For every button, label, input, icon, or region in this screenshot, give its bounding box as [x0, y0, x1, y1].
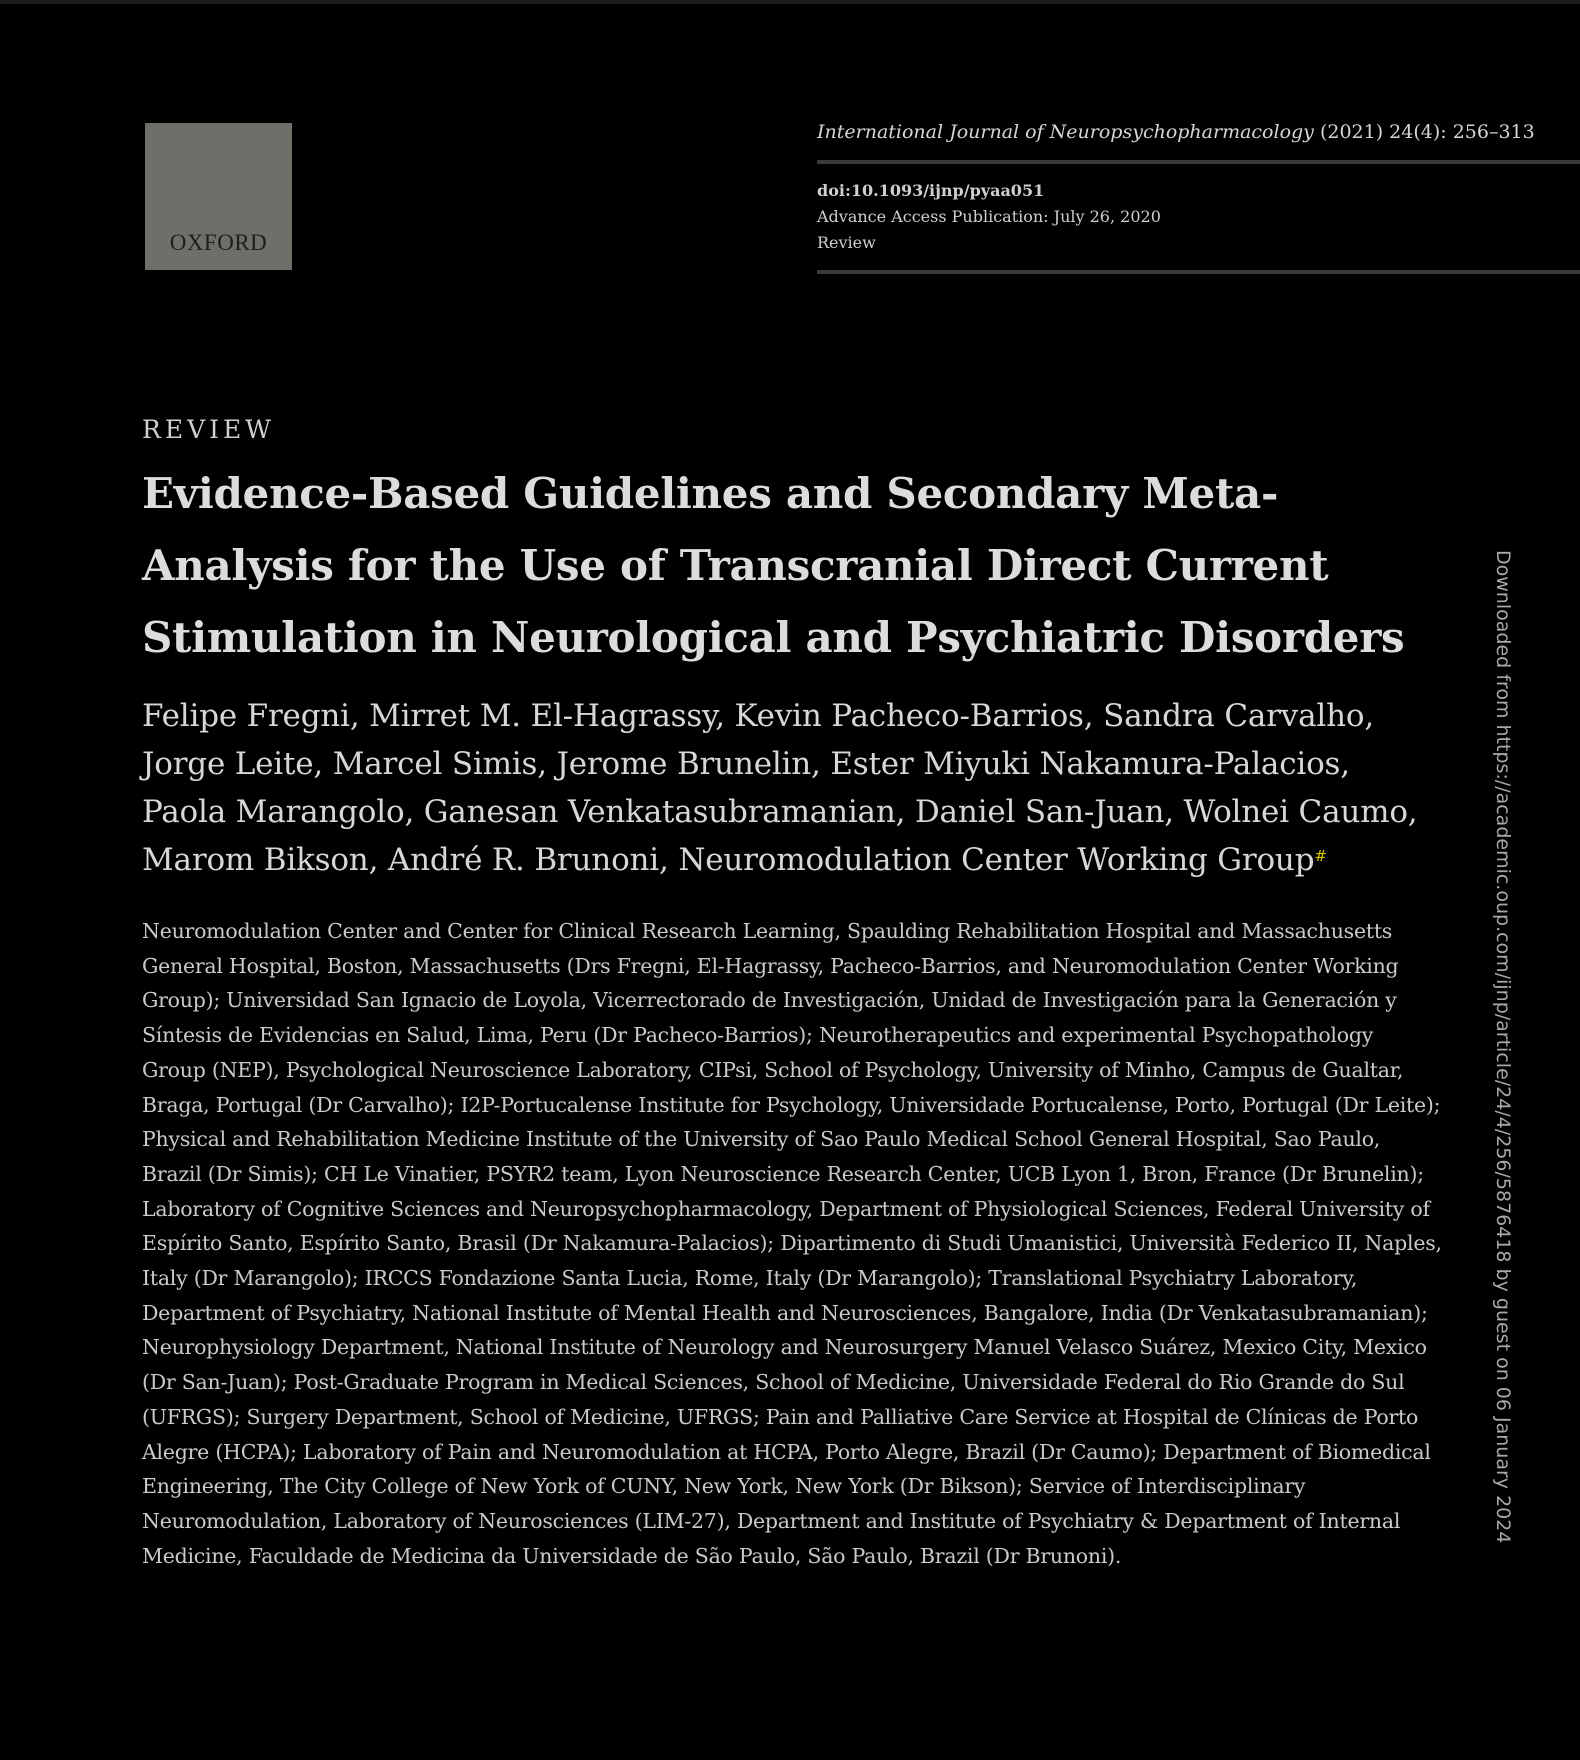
journal-name: International Journal of Neuropsychopharmacology — [817, 121, 1314, 143]
download-watermark: Downloaded from https://academic.oup.com/ijnp/article/24/4/256/5876418 by guest on 06 January 2024 — [1492, 550, 1514, 1544]
journal-header — [817, 118, 1580, 274]
author-list — [142, 692, 1442, 884]
top-border — [0, 0, 1580, 4]
logo-text: OXFORD — [169, 230, 268, 255]
affiliations: Neuromodulation Center and Center for Clinical Research Learning, Spaulding Rehabilitation Hospital and Massachusetts General Hospital, Boston, Massachusetts (Drs Fregni, El-Hagrassy, Pacheco-Barrios, and Neuromodulation Center Working Group); Universidad San Ignacio de Loyola, Vicerrectorado de Investigación, Unidad de Investigación para la Generación y Síntesis de Evidencias en Salud, Lima, Peru (Dr Pacheco-Barrios); Neurotherapeutics and experimental Psychopathology Group (NEP), Psychological Neuroscience Laboratory, CIPsi, School of Psychology, University of Minho, Campus de Gualtar, Braga, Portugal (Dr Carvalho); I2P-Portucalense Institute for Psychology, Universidade Portucalense, Porto, Portugal (Dr Leite); Physical and Rehabilitation Medicine Institute of the University of Sao Paulo Medical School General Hospital, Sao Paulo, Brazil (Dr Simis); CH Le Vinatier, PSYR2 team, Lyon Neuroscience Research Center, UCB Lyon 1, Bron, France (Dr Brunelin); Laboratory of Cognitive Sciences and Neuropsychopharmacology, Department of Physiological Sciences, Federal University of Espírito Santo, Espírito Santo, Brasil (Dr Nakamura-Palacios); Dipartimento di Studi Umanistici, Università Federico II, Naples, Italy (Dr Marangolo); IRCCS Fondazione Santa Lucia, Rome, Italy (Dr Marangolo); Translational Psychiatry Laboratory, Department of Psychiatry, National Institute of Mental Health and Neurosciences, Bangalore, India (Dr Venkatasubramanian); Neurophysiology Department, National Institute of Neurology and Neurosurgery Manuel Velasco Suárez, Mexico City, Mexico (Dr San-Juan); Post-Graduate Program in Medical Sciences, School of Medicine, Universidade Federal do Rio Grande do Sul (UFRGS); Surgery Department, School of Medicine, UFRGS; Pain and Palliative Care Service at Hospital de Clínicas de Porto Alegre (HCPA); Laboratory of Pain and Neuromodulation at HCPA, Porto Alegre, Brazil (Dr Caumo); Department of Biomedical Engineering, The City College of New York of CUNY, New York, New York (Dr Bikson); Service of Interdisciplinary Neuromodulation, Laboratory of Neurosciences (LIM-27), Department and Institute of Psychiatry & Department of Internal Medicine, Faculdade de Medicina da Universidade de São Paulo, São Paulo, Brazil (Dr Brunoni). — [142, 919, 1442, 1568]
article-meta — [817, 164, 1580, 270]
advance-access: Advance Access Publication: July 26, 2020 — [817, 207, 1161, 226]
article-type: Review — [817, 233, 876, 252]
citation-details: (2021) 24(4): 256–313 — [1319, 121, 1535, 143]
author-footnote-mark[interactable]: # — [1314, 847, 1327, 865]
article-kicker: REVIEW — [142, 415, 275, 444]
journal-citation — [817, 118, 1580, 146]
authors-text: Felipe Fregni, Mirret M. El-Hagrassy, Kevin Pacheco-Barrios, Sandra Carvalho, Jorge Leite, Marcel Simis, Jerome Brunelin, Ester Miyuki Nakamura-Palacios, Paola Marangolo, Ganesan Venkatasubramanian, Daniel San-Juan, Wolnei Caumo, Marom Bikson, André R. Brunoni, Neuromodulation Center Working Group — [142, 698, 1418, 878]
article-title: Evidence-Based Guidelines and Secondary Meta-Analysis for the Use of Transcranial Direct Current Stimulation in Neurological and Psychiatric Disorders — [142, 469, 1405, 662]
header-rule-bottom — [817, 270, 1580, 274]
doi[interactable]: doi:10.1093/ijnp/pyaa051 — [817, 181, 1045, 200]
oxford-logo — [145, 123, 292, 270]
article-front-matter — [142, 408, 1442, 1573]
